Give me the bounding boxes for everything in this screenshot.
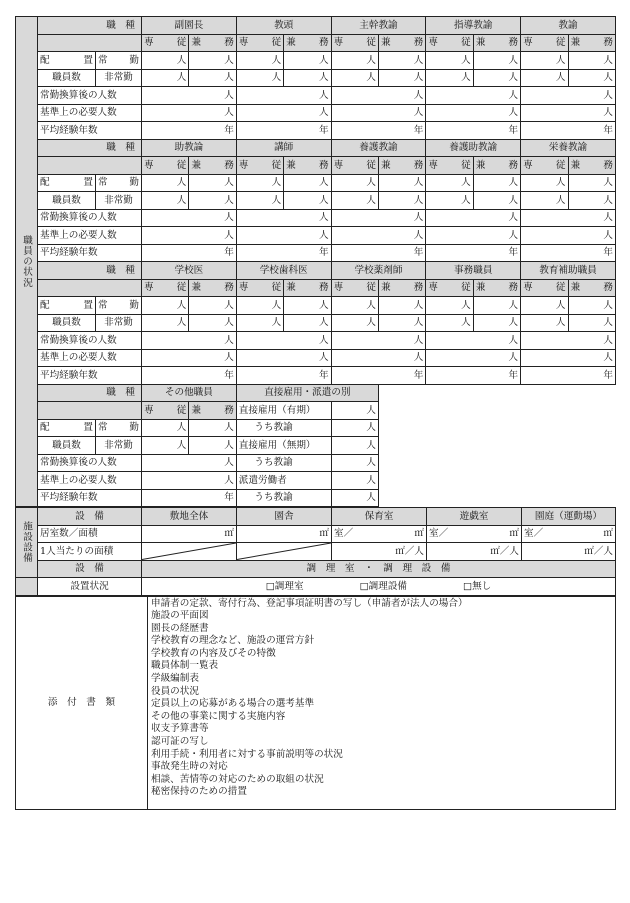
count-input[interactable]: 人 — [568, 52, 615, 70]
attachment-item: 職員体制一覧表 — [151, 660, 219, 672]
hitsuyo-input[interactable]: 人 — [426, 104, 521, 122]
count-input[interactable]: 人 — [331, 192, 378, 210]
haichi-label: 配 置 — [38, 419, 96, 437]
hitsuyo-input[interactable]: 人 — [426, 349, 521, 367]
form-sheet — [15, 16, 615, 810]
count-input[interactable]: 人 — [426, 69, 473, 87]
senju-header: 専 従 — [142, 157, 189, 175]
role-header: 助教論 — [142, 139, 237, 157]
role-header: 事務職員 — [426, 262, 521, 280]
blank-cell — [378, 384, 615, 402]
attachment-item: 園長の経歴書 — [151, 622, 209, 634]
senju-header: 専 従 — [426, 279, 473, 297]
senju-header: 専 従 — [236, 279, 283, 297]
kansan-input[interactable]: 人 — [331, 87, 426, 105]
attachment-item: 事故発生時の対応 — [151, 761, 228, 773]
keiken-input[interactable]: 年 — [521, 244, 616, 262]
per-person-input[interactable]: ㎡／人 — [332, 543, 427, 561]
hitsuyo-input[interactable]: 人 — [142, 227, 237, 245]
role-header: 学校歯科医 — [236, 262, 331, 280]
blank-cell — [378, 419, 615, 437]
shokushu-label: 職 種 — [38, 17, 142, 35]
jokin-label: 常 勤 — [96, 52, 142, 70]
keiken-input[interactable]: 年 — [426, 244, 521, 262]
count-input[interactable]: 人 — [331, 419, 378, 437]
facility-column-header: 保育室 — [332, 508, 427, 526]
kansan-input[interactable]: 人 — [331, 209, 426, 227]
count-input[interactable]: 人 — [568, 297, 615, 315]
count-input[interactable]: 人 — [521, 52, 568, 70]
jokin-label: 常 勤 — [96, 419, 142, 437]
hitsuyo-input[interactable]: 人 — [142, 104, 237, 122]
keiken-input[interactable]: 年 — [236, 367, 331, 385]
blank-cell — [378, 489, 615, 507]
keiken-label: 平均経験年数 — [38, 367, 142, 385]
role-header: 養護教諭 — [331, 139, 426, 157]
haichi-label: 配 置 — [38, 297, 96, 315]
kenmu-header: 兼 務 — [189, 157, 236, 175]
kenmu-header: 兼 務 — [284, 34, 331, 52]
count-input[interactable]: 人 — [426, 192, 473, 210]
senju-header: 専 従 — [236, 34, 283, 52]
shokuinsu-label: 職員数 — [38, 69, 96, 87]
attachment-item: 学校教育の内容及びその特徴 — [151, 647, 276, 659]
keiken-input[interactable]: 年 — [331, 367, 426, 385]
shokuinsu-label: 職員数 — [38, 437, 96, 455]
count-input[interactable]: 人 — [473, 297, 520, 315]
shokuinsu-label: 職員数 — [38, 314, 96, 332]
keiken-input[interactable]: 年 — [331, 244, 426, 262]
count-input[interactable]: 人 — [189, 437, 236, 455]
count-input[interactable]: 人 — [473, 52, 520, 70]
attachment-item: 認可証の写し — [151, 736, 209, 748]
keiken-input[interactable]: 年 — [521, 367, 616, 385]
count-input[interactable]: 人 — [189, 69, 236, 87]
diagonal-cell — [142, 543, 237, 561]
hitsuyo-input[interactable]: 人 — [142, 472, 237, 490]
hitsuyo-label: 基準上の必要人数 — [38, 349, 142, 367]
count-input[interactable]: 人 — [142, 174, 189, 192]
role-header: 教頭 — [236, 17, 331, 35]
kansan-label: 常勤換算後の人数 — [38, 209, 142, 227]
count-input[interactable]: 人 — [284, 297, 331, 315]
count-input[interactable]: 人 — [568, 69, 615, 87]
employment-row-label: 直接雇用（有期） — [236, 402, 331, 420]
hijokin-label: 非常勤 — [96, 192, 142, 210]
senju-header: 専 従 — [331, 279, 378, 297]
attachment-item: 施設の平面図 — [151, 610, 209, 622]
kenmu-header: 兼 務 — [568, 34, 615, 52]
cooking-header: 調 理 室 ・ 調 理 設 備 — [142, 560, 616, 578]
haichi-label: 配 置 — [38, 52, 96, 70]
kenmu-header: 兼 務 — [568, 279, 615, 297]
attachment-item: 役員の状況 — [151, 685, 199, 697]
count-input[interactable]: 人 — [236, 192, 283, 210]
attachment-item: 申請者の定款、寄付行為、登記事項証明書の写し（申請者が法人の場合） — [151, 597, 468, 609]
count-input[interactable]: 人 — [189, 314, 236, 332]
hitsuyo-input[interactable]: 人 — [521, 349, 616, 367]
facility-table — [15, 507, 616, 596]
count-input[interactable]: 人 — [568, 314, 615, 332]
role-header: 養護助教諭 — [426, 139, 521, 157]
kansan-label: 常勤換算後の人数 — [38, 87, 142, 105]
role-header: 講師 — [236, 139, 331, 157]
employment-header: 直接雇用・派遣の別 — [236, 384, 378, 402]
hitsuyo-input[interactable]: 人 — [331, 349, 426, 367]
blank-cell — [38, 279, 142, 297]
attachment-item: 秘密保持のための措置 — [151, 786, 247, 798]
kenmu-header: 兼 務 — [284, 279, 331, 297]
count-input[interactable]: 人 — [236, 52, 283, 70]
hitsuyo-input[interactable]: 人 — [236, 349, 331, 367]
kansan-input[interactable]: 人 — [426, 332, 521, 350]
kansan-input[interactable]: 人 — [331, 332, 426, 350]
kenmu-header: 兼 務 — [473, 34, 520, 52]
hijokin-label: 非常勤 — [96, 314, 142, 332]
senju-header: 専 従 — [142, 279, 189, 297]
room-area-label: 居室数／面積 — [38, 525, 142, 543]
blank-cell — [38, 402, 142, 420]
attachments-label: 添 付 書 類 — [16, 596, 148, 809]
blank-cell — [378, 402, 615, 420]
count-input[interactable]: 人 — [142, 314, 189, 332]
count-input[interactable]: 人 — [426, 314, 473, 332]
count-input[interactable]: 人 — [142, 437, 189, 455]
area-input[interactable]: ㎡ — [237, 525, 332, 543]
count-input[interactable]: 人 — [473, 174, 520, 192]
kansan-input[interactable]: 人 — [521, 209, 616, 227]
attachment-item: 学校教育の理念など、施設の運営方針 — [151, 635, 315, 647]
senju-header: 専 従 — [331, 157, 378, 175]
blank-cell — [16, 578, 38, 596]
count-input[interactable]: 人 — [284, 52, 331, 70]
count-input[interactable]: 人 — [331, 472, 378, 490]
count-input[interactable]: 人 — [568, 192, 615, 210]
count-input[interactable]: 人 — [236, 297, 283, 315]
keiken-input[interactable]: 年 — [236, 244, 331, 262]
count-input[interactable]: 人 — [521, 314, 568, 332]
count-input[interactable]: 人 — [236, 174, 283, 192]
staff-table — [15, 16, 616, 507]
senju-header: 専 従 — [236, 157, 283, 175]
count-input[interactable]: 人 — [142, 419, 189, 437]
cooking-option-0[interactable]: □調理室 — [265, 580, 304, 592]
shokushu-label: 職 種 — [38, 262, 142, 280]
hitsuyo-input[interactable]: 人 — [521, 104, 616, 122]
keiken-input[interactable]: 年 — [521, 122, 616, 140]
hitsuyo-input[interactable]: 人 — [236, 227, 331, 245]
kansan-input[interactable]: 人 — [521, 87, 616, 105]
count-input[interactable]: 人 — [236, 314, 283, 332]
status-label: 設置状況 — [38, 578, 142, 596]
count-input[interactable]: 人 — [189, 297, 236, 315]
kansan-input[interactable]: 人 — [521, 332, 616, 350]
count-input[interactable]: 人 — [189, 419, 236, 437]
blank-cell — [38, 34, 142, 52]
count-input[interactable]: 人 — [189, 192, 236, 210]
room-area-input[interactable]: 室／ ㎡ — [522, 525, 616, 543]
keiken-label: 平均経験年数 — [38, 244, 142, 262]
role-header: 指導教諭 — [426, 17, 521, 35]
keiken-input[interactable]: 年 — [142, 367, 237, 385]
count-input[interactable]: 人 — [142, 69, 189, 87]
hitsuyo-input[interactable]: 人 — [331, 227, 426, 245]
room-area-input[interactable]: 室／ ㎡ — [332, 525, 427, 543]
count-input[interactable]: 人 — [331, 69, 378, 87]
kansan-input[interactable]: 人 — [236, 87, 331, 105]
count-input[interactable]: 人 — [284, 69, 331, 87]
keiken-input[interactable]: 年 — [426, 122, 521, 140]
count-input[interactable]: 人 — [378, 192, 425, 210]
role-header: 教諭 — [521, 17, 616, 35]
senju-header: 専 従 — [142, 402, 189, 420]
kenmu-header: 兼 務 — [189, 34, 236, 52]
hijokin-label: 非常勤 — [96, 69, 142, 87]
kenmu-header: 兼 務 — [473, 157, 520, 175]
kansan-input[interactable]: 人 — [142, 87, 237, 105]
kansan-input[interactable]: 人 — [236, 332, 331, 350]
facility-side-label: 施設設備 — [16, 508, 38, 578]
keiken-input[interactable]: 年 — [426, 367, 521, 385]
count-input[interactable]: 人 — [284, 174, 331, 192]
count-input[interactable]: 人 — [568, 174, 615, 192]
employment-row-label: 直接雇用（無期） — [236, 437, 331, 455]
kenmu-header: 兼 務 — [378, 34, 425, 52]
keiken-input[interactable]: 年 — [236, 122, 331, 140]
count-input[interactable]: 人 — [521, 192, 568, 210]
attachment-item: 収支予算書等 — [151, 723, 209, 735]
jokin-label: 常 勤 — [96, 297, 142, 315]
facility-column-header: 園舎 — [237, 508, 332, 526]
count-input[interactable]: 人 — [426, 174, 473, 192]
hitsuyo-label: 基準上の必要人数 — [38, 472, 142, 490]
per-person-input[interactable]: ㎡／人 — [522, 543, 616, 561]
senju-header: 専 従 — [521, 34, 568, 52]
employment-row-label: うち教諭 — [236, 489, 331, 507]
role-header: その他職員 — [142, 384, 237, 402]
count-input[interactable]: 人 — [331, 52, 378, 70]
shokushu-label: 職 種 — [38, 139, 142, 157]
jokin-label: 常 勤 — [96, 174, 142, 192]
employment-row-label: うち教諭 — [236, 454, 331, 472]
cooking-option-2[interactable]: □無し — [463, 580, 492, 592]
role-header: 副園長 — [142, 17, 237, 35]
attachments-table — [15, 596, 616, 810]
kansan-input[interactable]: 人 — [426, 87, 521, 105]
count-input[interactable]: 人 — [473, 192, 520, 210]
count-input[interactable]: 人 — [189, 174, 236, 192]
keiken-input[interactable]: 年 — [142, 489, 237, 507]
kansan-input[interactable]: 人 — [142, 332, 237, 350]
attachment-item: その他の事業に関する実施内容 — [151, 710, 286, 722]
keiken-input[interactable]: 年 — [331, 122, 426, 140]
blank-cell — [38, 157, 142, 175]
hitsuyo-input[interactable]: 人 — [426, 227, 521, 245]
cooking-options — [142, 578, 616, 596]
kansan-label: 常勤換算後の人数 — [38, 454, 142, 472]
attachment-item: 学級編制表 — [151, 673, 199, 685]
senju-header: 専 従 — [426, 157, 473, 175]
staff-side-label: 職員の状況 — [16, 17, 38, 507]
count-input[interactable]: 人 — [473, 69, 520, 87]
keiken-label: 平均経験年数 — [38, 122, 142, 140]
count-input[interactable]: 人 — [521, 297, 568, 315]
count-input[interactable]: 人 — [426, 297, 473, 315]
kansan-input[interactable]: 人 — [426, 209, 521, 227]
senju-header: 専 従 — [142, 34, 189, 52]
facility-column-header: 敷地全体 — [142, 508, 237, 526]
role-header: 主幹教諭 — [331, 17, 426, 35]
haichi-label: 配 置 — [38, 174, 96, 192]
count-input[interactable]: 人 — [142, 52, 189, 70]
count-input[interactable]: 人 — [378, 297, 425, 315]
blank-cell — [378, 437, 615, 455]
hitsuyo-label: 基準上の必要人数 — [38, 227, 142, 245]
facility-column-header: 遊戯室 — [427, 508, 522, 526]
count-input[interactable]: 人 — [142, 297, 189, 315]
attachment-item: 定員以上の応募がある場合の選考基準 — [151, 698, 315, 710]
attachments-list — [148, 596, 616, 809]
shokushu-label: 職 種 — [38, 384, 142, 402]
count-input[interactable]: 人 — [331, 314, 378, 332]
count-input[interactable]: 人 — [378, 69, 425, 87]
kansan-input[interactable]: 人 — [142, 454, 237, 472]
count-input[interactable]: 人 — [331, 402, 378, 420]
kenmu-header: 兼 務 — [378, 279, 425, 297]
area-input[interactable]: ㎡ — [142, 525, 237, 543]
hitsuyo-label: 基準上の必要人数 — [38, 104, 142, 122]
room-area-input[interactable]: 室／ ㎡ — [427, 525, 522, 543]
count-input[interactable]: 人 — [236, 69, 283, 87]
kenmu-header: 兼 務 — [473, 279, 520, 297]
hitsuyo-input[interactable]: 人 — [521, 227, 616, 245]
keiken-label: 平均経験年数 — [38, 489, 142, 507]
per-person-label: 1人当たりの面積 — [38, 543, 142, 561]
blank-cell — [378, 454, 615, 472]
blank-cell — [378, 472, 615, 490]
kansan-input[interactable]: 人 — [236, 209, 331, 227]
senju-header: 専 従 — [331, 34, 378, 52]
count-input[interactable]: 人 — [426, 52, 473, 70]
attachment-item: 利用手続・利用者に対する事前説明等の状況 — [151, 748, 343, 760]
hitsuyo-input[interactable]: 人 — [331, 104, 426, 122]
senju-header: 専 従 — [426, 34, 473, 52]
kenmu-header: 兼 務 — [378, 157, 425, 175]
hitsuyo-input[interactable]: 人 — [142, 349, 237, 367]
role-header: 栄養教諭 — [521, 139, 616, 157]
diagonal-cell — [237, 543, 332, 561]
kansan-label: 常勤換算後の人数 — [38, 332, 142, 350]
count-input[interactable]: 人 — [331, 174, 378, 192]
count-input[interactable]: 人 — [378, 52, 425, 70]
per-person-input[interactable]: ㎡／人 — [427, 543, 522, 561]
count-input[interactable]: 人 — [473, 314, 520, 332]
hijokin-label: 非常勤 — [96, 437, 142, 455]
setsubi-label: 設 備 — [38, 560, 142, 578]
kenmu-header: 兼 務 — [189, 279, 236, 297]
senju-header: 専 従 — [521, 279, 568, 297]
count-input[interactable]: 人 — [284, 314, 331, 332]
keiken-input[interactable]: 年 — [142, 244, 237, 262]
count-input[interactable]: 人 — [378, 174, 425, 192]
cooking-option-1[interactable]: □調理設備 — [359, 580, 408, 592]
senju-header: 専 従 — [521, 157, 568, 175]
count-input[interactable]: 人 — [331, 297, 378, 315]
count-input[interactable]: 人 — [284, 192, 331, 210]
count-input[interactable]: 人 — [331, 489, 378, 507]
keiken-input[interactable]: 年 — [142, 122, 237, 140]
count-input[interactable]: 人 — [331, 437, 378, 455]
shokuinsu-label: 職員数 — [38, 192, 96, 210]
count-input[interactable]: 人 — [521, 69, 568, 87]
kenmu-header: 兼 務 — [284, 157, 331, 175]
count-input[interactable]: 人 — [521, 174, 568, 192]
count-input[interactable]: 人 — [189, 52, 236, 70]
kenmu-header: 兼 務 — [189, 402, 236, 420]
hitsuyo-input[interactable]: 人 — [236, 104, 331, 122]
employment-row-label: うち教諭 — [236, 419, 331, 437]
setsubi-label: 設 備 — [38, 508, 142, 526]
count-input[interactable]: 人 — [331, 454, 378, 472]
count-input[interactable]: 人 — [378, 314, 425, 332]
count-input[interactable]: 人 — [142, 192, 189, 210]
role-header: 学校医 — [142, 262, 237, 280]
facility-column-header: 園庭（運動場） — [522, 508, 616, 526]
employment-row-label: 派遣労働者 — [236, 472, 331, 490]
attachment-item: 相談、苦情等の対応のための取組の状況 — [151, 773, 324, 785]
kenmu-header: 兼 務 — [568, 157, 615, 175]
role-header: 教育補助職員 — [521, 262, 616, 280]
kansan-input[interactable]: 人 — [142, 209, 237, 227]
role-header: 学校薬剤師 — [331, 262, 426, 280]
